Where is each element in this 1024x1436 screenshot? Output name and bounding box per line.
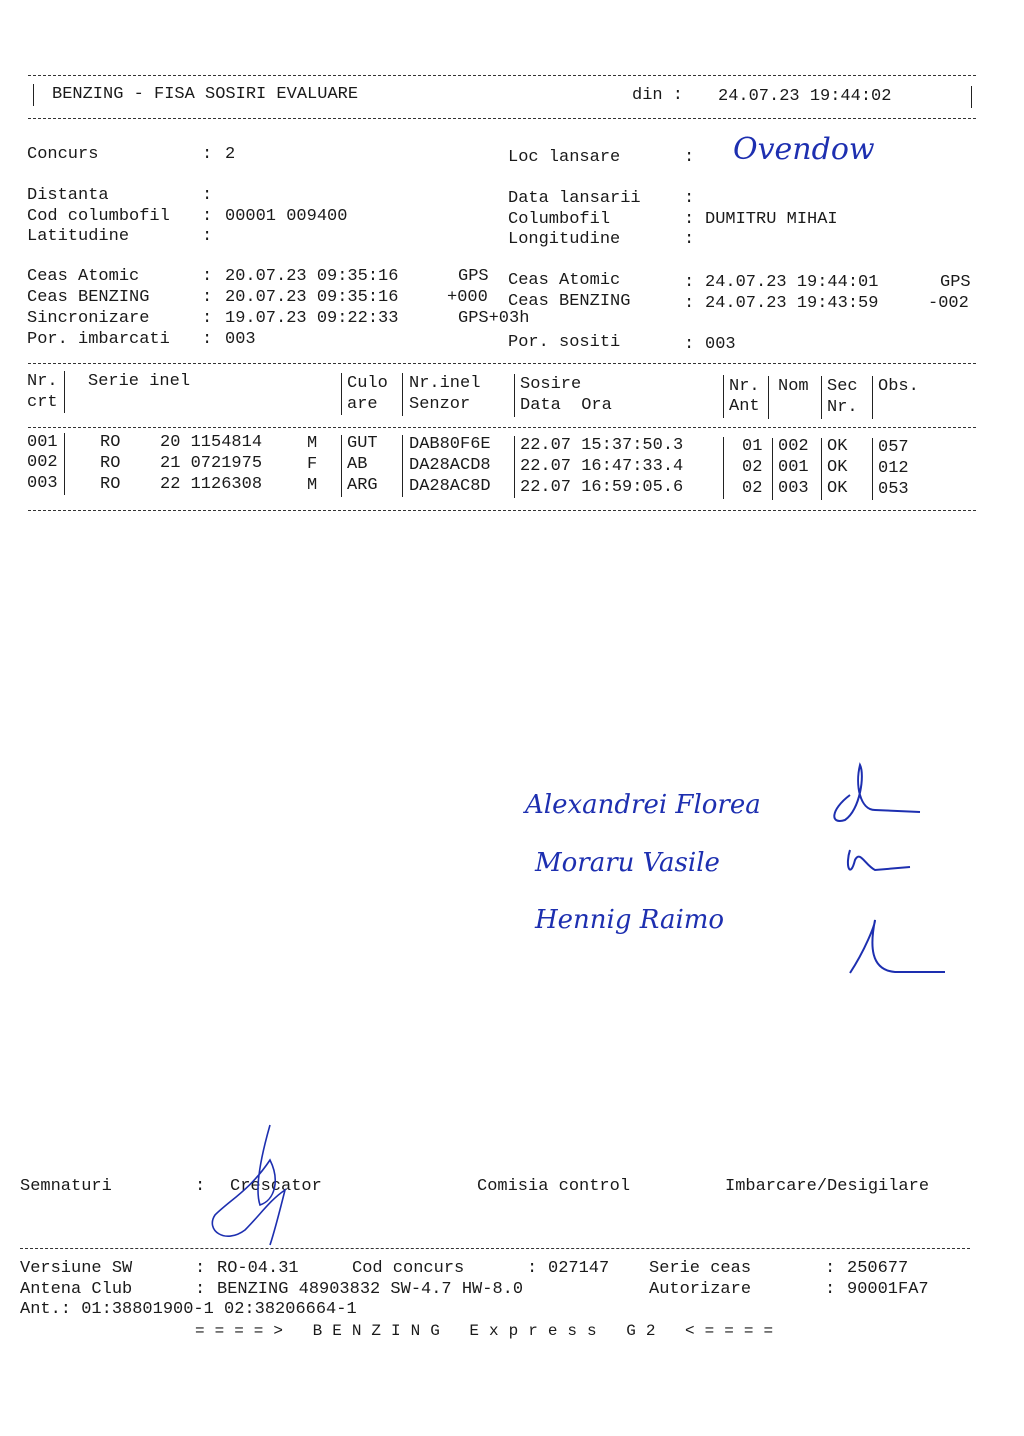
versiune-value: RO-04.31 bbox=[217, 1259, 299, 1278]
cell-senzor: DAB80F6E bbox=[409, 435, 491, 454]
semnaturi-label: Semnaturi bbox=[20, 1177, 112, 1196]
ceas-benzing-label: Ceas BENZING bbox=[508, 292, 631, 311]
cell-serie: 21 0721975 bbox=[160, 454, 263, 473]
ceas-atomic-value: 20.07.23 09:35:16 bbox=[225, 267, 399, 286]
handwritten-name: Alexandrei Florea bbox=[525, 790, 761, 820]
crescator-signature bbox=[200, 1120, 320, 1250]
colon: : bbox=[684, 148, 695, 167]
col-separator bbox=[723, 437, 724, 499]
col-separator bbox=[341, 435, 342, 497]
frame-bar bbox=[33, 84, 34, 106]
concurs-value: 2 bbox=[225, 145, 236, 164]
divider bbox=[28, 118, 976, 119]
colon: : bbox=[684, 273, 695, 292]
autorizare-value: 90001FA7 bbox=[847, 1280, 929, 1299]
cell-sosire: 22.07 16:59:05.6 bbox=[520, 478, 684, 497]
colon: : bbox=[202, 267, 213, 286]
col-nrinel-sub: Senzor bbox=[409, 395, 471, 414]
longitudine-label: Longitudine bbox=[508, 230, 621, 249]
colon: : bbox=[825, 1259, 836, 1278]
por-sositi-label: Por. sositi bbox=[508, 333, 621, 352]
col-separator bbox=[64, 433, 65, 495]
cell-obs: 053 bbox=[878, 480, 909, 499]
concurs-label: Concurs bbox=[27, 145, 99, 164]
col-separator bbox=[821, 438, 822, 500]
col-separator bbox=[402, 435, 403, 497]
colon: : bbox=[202, 207, 213, 226]
cell-sex: M bbox=[307, 476, 318, 495]
cell-sec: OK bbox=[827, 479, 848, 498]
sincronizare-suffix: GPS+03h bbox=[458, 309, 530, 328]
cell-nr: 002 bbox=[27, 453, 58, 472]
col-separator bbox=[514, 374, 515, 417]
distanta-label: Distanta bbox=[27, 186, 109, 205]
colon: : bbox=[202, 227, 213, 246]
ceas-atomic-value: 24.07.23 19:44:01 bbox=[705, 273, 879, 292]
colon: : bbox=[202, 145, 213, 164]
autorizare-label: Autorizare bbox=[649, 1280, 752, 1299]
cell-nom: 002 bbox=[778, 437, 809, 456]
cell-senzor: DA28AC8D bbox=[409, 477, 491, 496]
loc-lansare-label: Loc lansare bbox=[508, 148, 621, 167]
col-nr: Nr. bbox=[27, 372, 58, 391]
sincronizare-label: Sincronizare bbox=[27, 309, 150, 328]
colon: : bbox=[202, 288, 213, 307]
col-separator bbox=[64, 371, 65, 413]
col-separator bbox=[872, 438, 873, 500]
cell-nom: 001 bbox=[778, 458, 809, 477]
col-nrant-sub: Ant bbox=[729, 397, 760, 416]
cod-concurs-label: Cod concurs bbox=[352, 1259, 465, 1278]
signature-scribbles bbox=[820, 755, 960, 985]
col-sosire: Sosire bbox=[520, 375, 582, 394]
antenna-line: Ant.: 01:38801900-1 02:38206664-1 bbox=[20, 1300, 357, 1319]
divider bbox=[28, 363, 976, 364]
colon: : bbox=[202, 330, 213, 349]
cell-sosire: 22.07 15:37:50.3 bbox=[520, 436, 684, 455]
frame-bar bbox=[971, 86, 972, 108]
por-imbarcati-value: 003 bbox=[225, 330, 256, 349]
divider bbox=[28, 427, 976, 428]
col-serie: Serie inel bbox=[88, 372, 191, 391]
col-culoare-sub: are bbox=[347, 395, 378, 414]
cell-sex: M bbox=[307, 434, 318, 453]
ceas-benzing-label: Ceas BENZING bbox=[27, 288, 150, 307]
cell-culoare: GUT bbox=[347, 434, 378, 453]
serie-ceas-value: 250677 bbox=[847, 1259, 909, 1278]
colon: : bbox=[684, 230, 695, 249]
cell-tara: RO bbox=[100, 475, 121, 494]
divider bbox=[28, 510, 976, 511]
cell-sex: F bbox=[307, 455, 318, 474]
col-separator bbox=[341, 373, 342, 415]
cell-ant: 02 bbox=[742, 479, 763, 498]
ceas-atomic-label: Ceas Atomic bbox=[508, 271, 621, 290]
colon: : bbox=[202, 186, 213, 205]
cod-columbofil-label: Cod columbofil bbox=[27, 207, 170, 226]
cell-culoare: ARG bbox=[347, 476, 378, 495]
cell-sec: OK bbox=[827, 437, 848, 456]
colon: : bbox=[684, 294, 695, 313]
cell-serie: 22 1126308 bbox=[160, 475, 263, 494]
colon: : bbox=[684, 335, 695, 354]
por-sositi-value: 003 bbox=[705, 335, 736, 354]
col-separator bbox=[772, 438, 773, 500]
cell-serie: 20 1154814 bbox=[160, 433, 263, 452]
ceas-benzing-value: 24.07.23 19:43:59 bbox=[705, 294, 879, 313]
sincronizare-value: 19.07.23 09:22:33 bbox=[225, 309, 399, 328]
por-imbarcati-label: Por. imbarcati bbox=[27, 330, 170, 349]
cell-obs: 012 bbox=[878, 459, 909, 478]
cell-ant: 01 bbox=[742, 437, 763, 456]
versiune-label: Versiune SW bbox=[20, 1259, 133, 1278]
handwritten-name: Moraru Vasile bbox=[535, 848, 720, 878]
latitudine-label: Latitudine bbox=[27, 227, 130, 246]
cell-tara: RO bbox=[100, 433, 121, 452]
colon: : bbox=[195, 1280, 206, 1299]
cell-culoare: AB bbox=[347, 455, 368, 474]
cell-nr: 001 bbox=[27, 433, 58, 452]
col-separator bbox=[872, 376, 873, 419]
colon: : bbox=[684, 210, 695, 229]
col-separator bbox=[821, 376, 822, 419]
col-nrant: Nr. bbox=[729, 377, 760, 396]
print-date: 24.07.23 19:44:02 bbox=[718, 87, 892, 106]
cell-sosire: 22.07 16:47:33.4 bbox=[520, 457, 684, 476]
benzing-banner: ====> BENZING Express G2 <==== bbox=[195, 1322, 784, 1340]
col-separator bbox=[514, 436, 515, 498]
handwritten-name: Hennig Raimo bbox=[535, 905, 725, 935]
cell-tara: RO bbox=[100, 454, 121, 473]
ceas-benzing-suffix: -002 bbox=[928, 294, 969, 313]
document-title: BENZING - FISA SOSIRI EVALUARE bbox=[52, 85, 359, 104]
cod-columbofil-value: 00001 009400 bbox=[225, 207, 348, 226]
cod-concurs-value: 027147 bbox=[548, 1259, 610, 1278]
col-separator bbox=[768, 376, 769, 419]
colon: : bbox=[195, 1177, 206, 1196]
ceas-benzing-value: 20.07.23 09:35:16 bbox=[225, 288, 399, 307]
colon: : bbox=[202, 309, 213, 328]
cell-senzor: DA28ACD8 bbox=[409, 456, 491, 475]
col-culoare: Culo bbox=[347, 374, 388, 393]
colon: : bbox=[195, 1259, 206, 1278]
columbofil-value: DUMITRU MIHAI bbox=[705, 210, 838, 229]
ceas-atomic-suffix: GPS bbox=[940, 273, 971, 292]
col-separator bbox=[402, 373, 403, 416]
cell-ant: 02 bbox=[742, 458, 763, 477]
loc-lansare-handwritten: Ovendow bbox=[733, 132, 875, 167]
ceas-atomic-label: Ceas Atomic bbox=[27, 267, 140, 286]
colon: : bbox=[684, 189, 695, 208]
col-sec: Sec bbox=[827, 377, 858, 396]
col-obs: Obs. bbox=[878, 377, 919, 396]
cell-obs: 057 bbox=[878, 438, 909, 457]
date-label: din : bbox=[632, 86, 684, 105]
antena-label: Antena Club bbox=[20, 1280, 133, 1299]
columbofil-label: Columbofil bbox=[508, 210, 611, 229]
col-separator bbox=[723, 375, 724, 418]
col-sec-sub: Nr. bbox=[827, 398, 858, 417]
crescator-label: Crescator bbox=[230, 1177, 322, 1196]
imbarcare-label: Imbarcare/Desigilare bbox=[725, 1177, 930, 1196]
col-nr-sub: crt bbox=[27, 393, 58, 412]
colon: : bbox=[527, 1259, 538, 1278]
cell-sec: OK bbox=[827, 458, 848, 477]
data-lansarii-label: Data lansarii bbox=[508, 189, 641, 208]
serie-ceas-label: Serie ceas bbox=[649, 1259, 752, 1278]
cell-nr: 003 bbox=[27, 474, 58, 493]
comisia-control-label: Comisia control bbox=[477, 1177, 631, 1196]
antena-value: BENZING 48903832 SW-4.7 HW-8.0 bbox=[217, 1280, 524, 1299]
ceas-benzing-suffix: +000 bbox=[447, 288, 488, 307]
col-sosire-sub: Data Ora bbox=[520, 396, 612, 415]
colon: : bbox=[825, 1280, 836, 1299]
cell-nom: 003 bbox=[778, 479, 809, 498]
col-nom: Nom bbox=[778, 377, 809, 396]
divider bbox=[20, 1248, 970, 1249]
ceas-atomic-suffix: GPS bbox=[458, 267, 489, 286]
col-nrinel: Nr.inel bbox=[409, 374, 481, 393]
divider bbox=[28, 75, 976, 76]
